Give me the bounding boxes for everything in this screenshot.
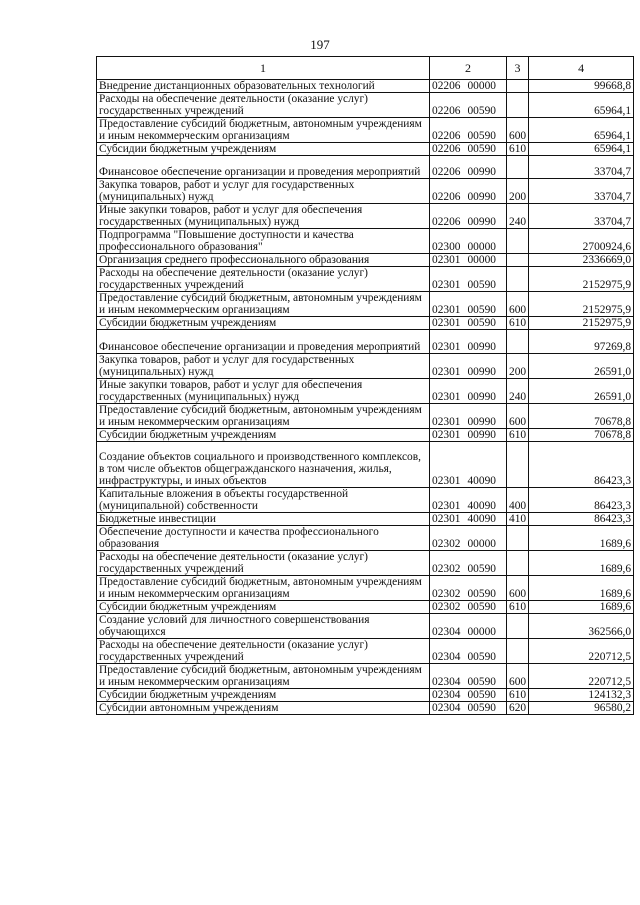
- row-code: [430, 143, 507, 156]
- row-name: Субсидии бюджетным учреждениям: [97, 689, 430, 702]
- row-name: Субсидии бюджетным учреждениям: [97, 601, 430, 614]
- row-expense-type: [507, 156, 529, 179]
- row-name: Закупка товаров, работ и услуг для государственных (муниципальных) нужд: [97, 179, 430, 204]
- row-sum: 65964,1: [529, 118, 634, 143]
- table-row: [97, 143, 634, 156]
- row-sum: 2152975,9: [529, 317, 634, 330]
- row-name: Финансовое обеспечение организации и проведения мероприятий: [97, 156, 430, 179]
- row-name: Создание объектов социального и производственного комплексов, в том числе объектов общегражданского назначения, жилья, инфраструктуры, и иных объектов: [97, 442, 430, 488]
- row-code: [430, 614, 507, 639]
- row-name: Внедрение дистанционных образовательных технологий: [97, 80, 430, 93]
- table-row: [97, 513, 634, 526]
- row-sum: 2152975,9: [529, 267, 634, 292]
- row-code: [430, 404, 507, 429]
- row-code: [430, 267, 507, 292]
- row-expense-type: [507, 229, 529, 254]
- table-row: [97, 429, 634, 442]
- row-code-direction: 00000: [467, 241, 496, 253]
- row-sum: 1689,6: [529, 576, 634, 601]
- row-name: Предоставление субсидий бюджетным, автономным учреждениям и иным некоммерческим организациям: [97, 292, 430, 317]
- row-sum: 26591,0: [529, 379, 634, 404]
- row-sum: 99668,8: [529, 80, 634, 93]
- row-sum: 96580,2: [529, 702, 634, 715]
- row-code-direction: 00000: [467, 254, 496, 266]
- row-code-direction: 00590: [467, 689, 496, 701]
- row-code-program: 02206: [432, 143, 461, 155]
- row-sum: 65964,1: [529, 143, 634, 156]
- row-code: [430, 601, 507, 614]
- row-code-direction: 40090: [467, 500, 496, 512]
- row-code-program: 02301: [432, 304, 461, 316]
- row-name: Капитальные вложения в объекты государственной (муниципальной) собственности: [97, 488, 430, 513]
- row-expense-type: 610: [507, 143, 529, 156]
- table-row: [97, 702, 634, 715]
- row-name: Расходы на обеспечение деятельности (оказание услуг) государственных учреждений: [97, 639, 430, 664]
- row-code-program: 02302: [432, 538, 461, 550]
- row-code-direction: 00990: [467, 429, 496, 441]
- row-code-direction: 00590: [467, 676, 496, 688]
- row-code-direction: 00590: [467, 304, 496, 316]
- row-name: Субсидии автономным учреждениям: [97, 702, 430, 715]
- row-code: [430, 254, 507, 267]
- row-expense-type: [507, 80, 529, 93]
- row-expense-type: 240: [507, 379, 529, 404]
- row-expense-type: [507, 330, 529, 354]
- row-name: Расходы на обеспечение деятельности (оказание услуг) государственных учреждений: [97, 551, 430, 576]
- row-name: Создание условий для личностного совершенствования обучающихся: [97, 614, 430, 639]
- row-code-direction: 00990: [467, 366, 496, 378]
- table-row: [97, 576, 634, 601]
- row-expense-type: 200: [507, 179, 529, 204]
- row-name: Расходы на обеспечение деятельности (оказание услуг) государственных учреждений: [97, 267, 430, 292]
- row-code: [430, 317, 507, 330]
- table-row: [97, 404, 634, 429]
- row-code-program: 02304: [432, 676, 461, 688]
- row-code-direction: 00990: [467, 166, 496, 178]
- row-name: Расходы на обеспечение деятельности (оказание услуг) государственных учреждений: [97, 93, 430, 118]
- row-expense-type: 610: [507, 601, 529, 614]
- row-expense-type: 610: [507, 317, 529, 330]
- row-code-direction: 00590: [467, 702, 496, 714]
- row-code-direction: 00590: [467, 563, 496, 575]
- row-code: [430, 330, 507, 354]
- row-name: Предоставление субсидий бюджетным, автономным учреждениям и иным некоммерческим организациям: [97, 664, 430, 689]
- table-row: [97, 354, 634, 379]
- row-expense-type: 600: [507, 292, 529, 317]
- row-expense-type: [507, 526, 529, 551]
- row-expense-type: [507, 93, 529, 118]
- table-row: [97, 601, 634, 614]
- row-expense-type: 200: [507, 354, 529, 379]
- row-name: Иные закупки товаров, работ и услуг для обеспечения государственных (муниципальных) нужд: [97, 204, 430, 229]
- row-expense-type: [507, 639, 529, 664]
- row-code-direction: 00990: [467, 391, 496, 403]
- row-expense-type: 600: [507, 664, 529, 689]
- row-code: [430, 513, 507, 526]
- row-expense-type: [507, 267, 529, 292]
- row-code-program: 02302: [432, 563, 461, 575]
- row-sum: 26591,0: [529, 354, 634, 379]
- row-code-direction: 00990: [467, 341, 496, 353]
- row-code-direction: 00000: [467, 626, 496, 638]
- table-row: [97, 379, 634, 404]
- row-code: [430, 229, 507, 254]
- row-sum: 65964,1: [529, 93, 634, 118]
- row-sum: 33704,7: [529, 204, 634, 229]
- row-sum: 362566,0: [529, 614, 634, 639]
- header-col-sum: 4: [529, 57, 634, 80]
- row-code-program: 02302: [432, 601, 461, 613]
- row-code: [430, 379, 507, 404]
- table-row: [97, 639, 634, 664]
- row-code: [430, 488, 507, 513]
- row-code: [430, 664, 507, 689]
- row-code-direction: 00590: [467, 317, 496, 329]
- row-code-program: 02301: [432, 500, 461, 512]
- row-sum: 1689,6: [529, 601, 634, 614]
- table-row: [97, 614, 634, 639]
- row-code-program: 02304: [432, 626, 461, 638]
- row-code-direction: 00590: [467, 279, 496, 291]
- row-sum: 220712,5: [529, 639, 634, 664]
- row-code-program: 02301: [432, 416, 461, 428]
- table-row: [97, 204, 634, 229]
- row-name: Закупка товаров, работ и услуг для государственных (муниципальных) нужд: [97, 354, 430, 379]
- row-name: Предоставление субсидий бюджетным, автономным учреждениям и иным некоммерческим организациям: [97, 576, 430, 601]
- row-name: Предоставление субсидий бюджетным, автономным учреждениям и иным некоммерческим организациям: [97, 404, 430, 429]
- table-row: [97, 317, 634, 330]
- row-code-program: 02206: [432, 80, 461, 92]
- table-row: [97, 156, 634, 179]
- table-row: [97, 80, 634, 93]
- row-sum: 2700924,6: [529, 229, 634, 254]
- row-code: [430, 442, 507, 488]
- table-row: [97, 664, 634, 689]
- row-code-direction: 00590: [467, 143, 496, 155]
- row-sum: 33704,7: [529, 156, 634, 179]
- row-name: Бюджетные инвестиции: [97, 513, 430, 526]
- row-code: [430, 93, 507, 118]
- row-expense-type: 600: [507, 576, 529, 601]
- row-code-direction: 00590: [467, 601, 496, 613]
- row-expense-type: 600: [507, 118, 529, 143]
- row-expense-type: [507, 551, 529, 576]
- row-code-direction: 40090: [467, 513, 496, 525]
- header-col-type: 3: [507, 57, 529, 80]
- row-sum: 86423,3: [529, 442, 634, 488]
- row-code: [430, 639, 507, 664]
- row-code-program: 02302: [432, 588, 461, 600]
- row-name: Организация среднего профессионального образования: [97, 254, 430, 267]
- row-expense-type: 610: [507, 689, 529, 702]
- row-name: Подпрограмма "Повышение доступности и качества профессионального образования": [97, 229, 430, 254]
- row-sum: 97269,8: [529, 330, 634, 354]
- row-code: [430, 689, 507, 702]
- row-code: [430, 156, 507, 179]
- row-code: [430, 80, 507, 93]
- row-code: [430, 204, 507, 229]
- row-code-program: 02301: [432, 317, 461, 329]
- row-code: [430, 702, 507, 715]
- row-sum: 70678,8: [529, 404, 634, 429]
- row-sum: 33704,7: [529, 179, 634, 204]
- row-name: Субсидии бюджетным учреждениям: [97, 143, 430, 156]
- row-sum: 86423,3: [529, 488, 634, 513]
- row-code-program: 02206: [432, 105, 461, 117]
- row-code-program: 02304: [432, 651, 461, 663]
- row-code: [430, 354, 507, 379]
- header-col-name: 1: [97, 57, 430, 80]
- row-sum: 2152975,9: [529, 292, 634, 317]
- row-expense-type: [507, 614, 529, 639]
- row-expense-type: 600: [507, 404, 529, 429]
- row-code: [430, 118, 507, 143]
- table-header-row: [97, 57, 634, 80]
- table-row: [97, 93, 634, 118]
- row-code-program: 02301: [432, 429, 461, 441]
- row-code-direction: 00000: [467, 80, 496, 92]
- row-code-direction: 00590: [467, 105, 496, 117]
- table-row: [97, 442, 634, 488]
- row-code-program: 02206: [432, 191, 461, 203]
- row-sum: 86423,3: [529, 513, 634, 526]
- row-code-program: 02300: [432, 241, 461, 253]
- row-code-program: 02304: [432, 702, 461, 714]
- row-code-program: 02301: [432, 254, 461, 266]
- page-number: 197: [310, 37, 330, 52]
- table-row: [97, 292, 634, 317]
- row-code-direction: 00990: [467, 216, 496, 228]
- row-expense-type: 410: [507, 513, 529, 526]
- row-code-direction: 40090: [467, 475, 496, 487]
- table-row: [97, 118, 634, 143]
- row-code-program: 02301: [432, 341, 461, 353]
- row-name: Предоставление субсидий бюджетным, автономным учреждениям и иным некоммерческим организациям: [97, 118, 430, 143]
- row-code-program: 02301: [432, 475, 461, 487]
- row-sum: 2336669,0: [529, 254, 634, 267]
- table-row: [97, 488, 634, 513]
- header-col-code: 2: [430, 57, 507, 80]
- table-row: [97, 551, 634, 576]
- row-sum: 1689,6: [529, 526, 634, 551]
- row-code-direction: 00000: [467, 538, 496, 550]
- row-code: [430, 576, 507, 601]
- row-code-program: 02304: [432, 689, 461, 701]
- table-row: [97, 689, 634, 702]
- row-expense-type: 610: [507, 429, 529, 442]
- table-row: [97, 267, 634, 292]
- row-code-direction: 00590: [467, 130, 496, 142]
- table-row: [97, 254, 634, 267]
- row-code-direction: 00590: [467, 651, 496, 663]
- row-code-direction: 00990: [467, 416, 496, 428]
- row-expense-type: [507, 254, 529, 267]
- row-code-program: 02301: [432, 391, 461, 403]
- row-code-program: 02301: [432, 279, 461, 291]
- row-expense-type: 400: [507, 488, 529, 513]
- row-sum: 124132,3: [529, 689, 634, 702]
- table-row: [97, 526, 634, 551]
- row-code-direction: 00990: [467, 191, 496, 203]
- row-code-program: 02301: [432, 366, 461, 378]
- row-code: [430, 526, 507, 551]
- row-code-program: 02301: [432, 513, 461, 525]
- row-name: Финансовое обеспечение организации и проведения мероприятий: [97, 330, 430, 354]
- row-code-direction: 00590: [467, 588, 496, 600]
- row-code: [430, 551, 507, 576]
- row-sum: 1689,6: [529, 551, 634, 576]
- row-expense-type: [507, 442, 529, 488]
- row-name: Субсидии бюджетным учреждениям: [97, 429, 430, 442]
- row-name: Субсидии бюджетным учреждениям: [97, 317, 430, 330]
- table-row: [97, 229, 634, 254]
- table-row: [97, 179, 634, 204]
- row-code: [430, 429, 507, 442]
- row-name: Обеспечение доступности и качества профессионального образования: [97, 526, 430, 551]
- row-sum: 70678,8: [529, 429, 634, 442]
- budget-table: [96, 56, 634, 715]
- row-code-program: 02206: [432, 130, 461, 142]
- row-code: [430, 292, 507, 317]
- row-code-program: 02206: [432, 166, 461, 178]
- row-expense-type: 620: [507, 702, 529, 715]
- row-sum: 220712,5: [529, 664, 634, 689]
- row-code: [430, 179, 507, 204]
- row-expense-type: 240: [507, 204, 529, 229]
- row-code-program: 02206: [432, 216, 461, 228]
- table-row: [97, 330, 634, 354]
- row-name: Иные закупки товаров, работ и услуг для обеспечения государственных (муниципальных) нужд: [97, 379, 430, 404]
